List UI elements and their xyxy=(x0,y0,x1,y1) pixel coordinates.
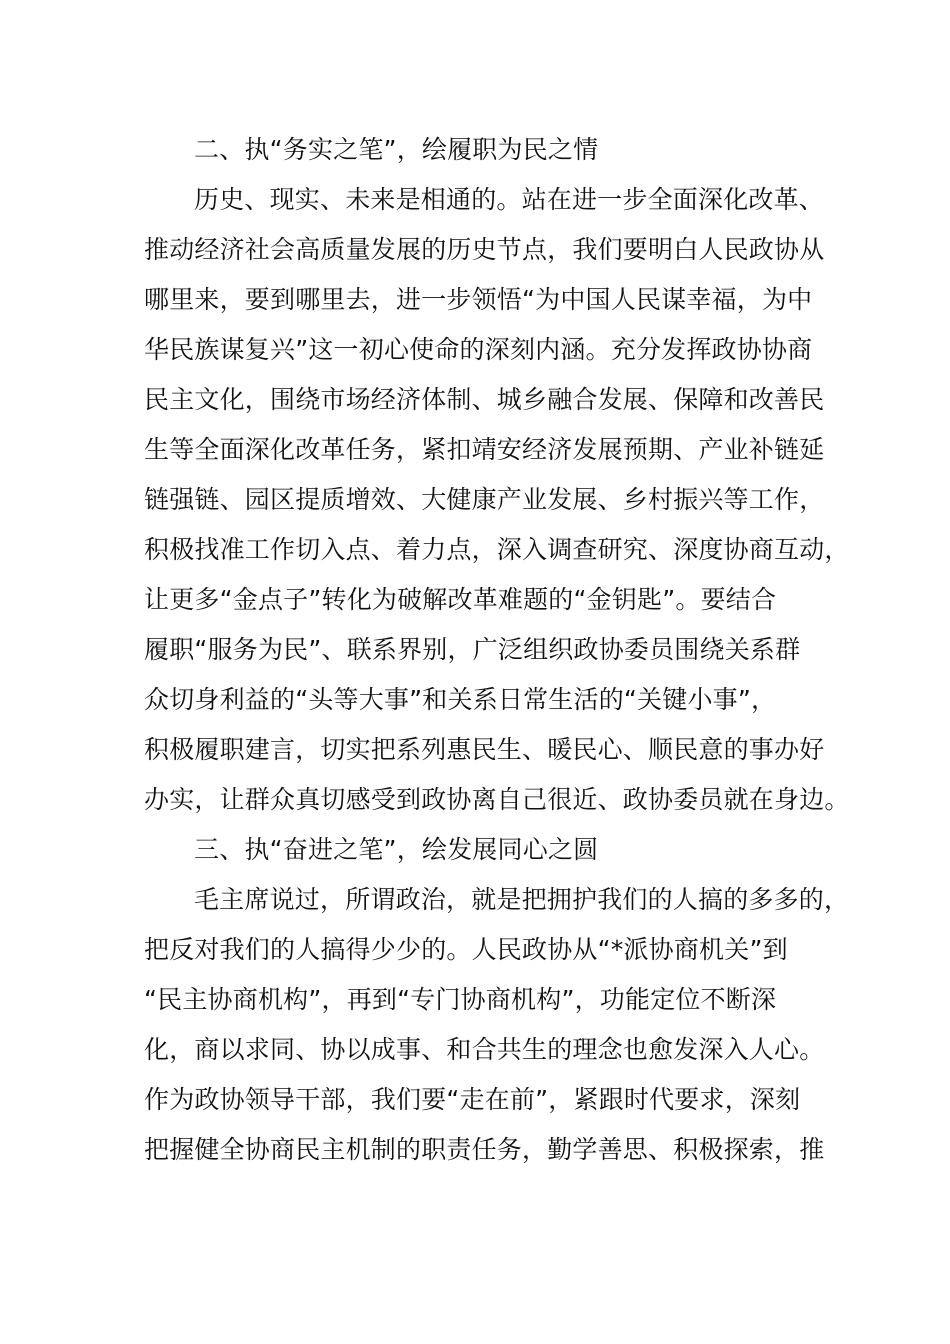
paragraph-line: 作为政协领导干部，我们要“走在前”，紧跟时代要求，深刻 xyxy=(144,1085,801,1114)
paragraph-line: 履职“服务为民”、联系界别，广泛组织政协委员围绕关系群 xyxy=(144,635,801,664)
paragraph-line: 历史、现实、未来是相通的。站在进一步全面深化改革、 xyxy=(194,185,825,214)
paragraph-line: 把握健全协商民主机制的职责任务，勤学善思、积极探索，推 xyxy=(144,1135,825,1164)
paragraph-line: 化，商以求同、协以成事、和合共生的理念也愈发深入人心。 xyxy=(144,1035,825,1064)
paragraph-line: “民主协商机构”，再到“专门协商机构”，功能定位不断深 xyxy=(144,985,777,1014)
paragraph-line: 众切身利益的“头等大事”和关系日常生活的“关键小事”， xyxy=(144,685,777,714)
paragraph-line: 让更多“金点子”转化为破解改革难题的“金钥匙”。要结合 xyxy=(144,585,777,614)
paragraph-line: 生等全面深化改革任务，紧扣靖安经济发展预期、产业补链延 xyxy=(144,435,825,464)
paragraph-line: 华民族谋复兴”这一初心使命的深刻内涵。充分发挥政协协商 xyxy=(144,335,813,364)
paragraph-line: 哪里来，要到哪里去，进一步领悟“为中国人民谋幸福，为中 xyxy=(144,285,813,314)
paragraph-line: 办实，让群众真切感受到政协离自己很近、政协委员就在身边。 xyxy=(144,785,850,814)
paragraph-line: 把反对我们的人搞得少少的。人民政协从“*派协商机关”到 xyxy=(144,935,788,964)
paragraph-line: 积极履职建言，切实把系列惠民生、暖民心、顺民意的事办好 xyxy=(144,735,825,764)
paragraph-line: 民主文化，围绕市场经济体制、城乡融合发展、保障和改善民 xyxy=(144,385,825,414)
section-heading-3: 三、执“奋进之笔”，绘发展同心之圆 xyxy=(194,835,599,864)
paragraph-line: 推动经济社会高质量发展的历史节点，我们要明白人民政协从 xyxy=(144,235,825,264)
section-heading-2: 二、执“务实之笔”，绘履职为民之情 xyxy=(194,135,599,164)
paragraph-line: 链强链、园区提质增效、大健康产业发展、乡村振兴等工作， xyxy=(144,485,825,514)
paragraph-line: 毛主席说过，所谓政治，就是把拥护我们的人搞的多多的， xyxy=(194,885,850,914)
paragraph-line: 积极找准工作切入点、着力点，深入调查研究、深度协商互动， xyxy=(144,535,850,564)
